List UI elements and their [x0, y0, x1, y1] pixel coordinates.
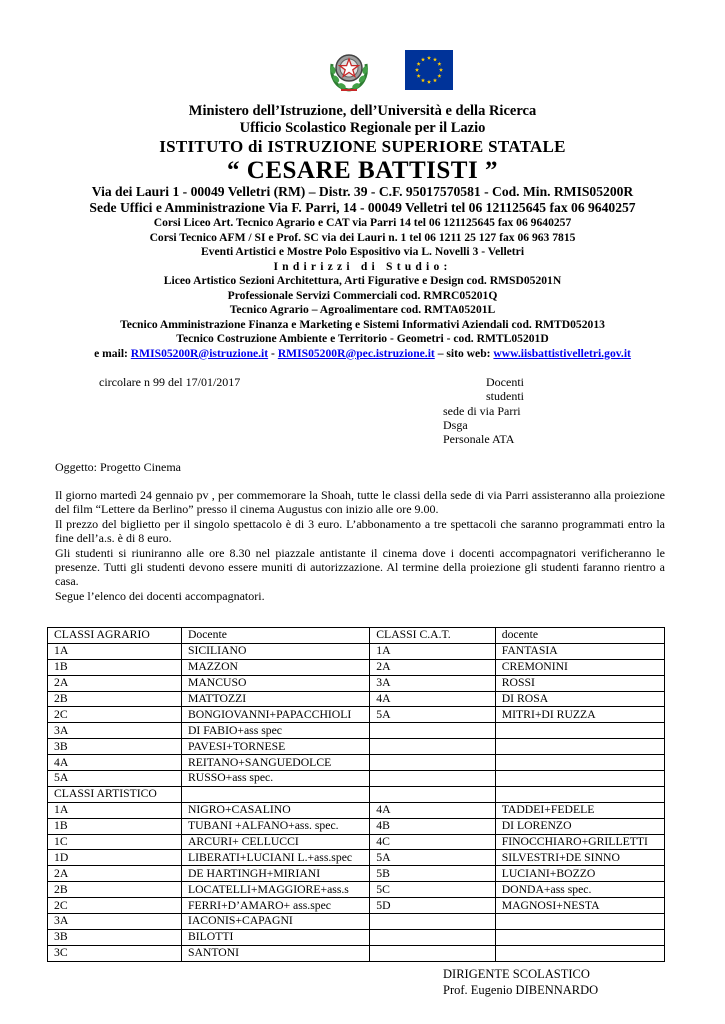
study-track: Liceo Artistico Sezioni Architettura, Arti Figurative e Design cod. RMSD05201N: [163, 274, 562, 287]
body-paragraph: Il prezzo del biglietto per il singolo spettacolo è di 3 euro. L’abbonamento a tre spettacoli che saranno programmati entro la fine dell’a.s. è di 8 euro.: [55, 516, 665, 546]
italian-republic-emblem-icon: [327, 46, 371, 94]
table-cell: CLASSI AGRARIO: [48, 628, 182, 644]
table-cell: DE HARTINGH+MIRIANI: [181, 866, 369, 882]
body-paragraph: Segue l’elenco dei docenti accompagnatori.: [55, 588, 265, 603]
table-cell: CLASSI C.A.T.: [370, 628, 495, 644]
table-cell: [370, 929, 495, 945]
study-track: Tecnico Agrario – Agroalimentare cod. RMTA05201L: [229, 303, 496, 316]
signature-title: DIRIGENTE SCOLASTICO: [443, 967, 590, 981]
contact-separator: -: [268, 346, 278, 360]
table-cell: 1C: [48, 834, 182, 850]
table-cell: [495, 945, 664, 961]
table-row: [48, 723, 665, 739]
table-cell: MANCUSO: [181, 675, 369, 691]
table-cell: 5C: [370, 882, 495, 898]
table-cell: 4A: [370, 691, 495, 707]
body-paragraph: Gli studenti si riuniranno alle ore 8.30 nel piazzale antistante il cinema dove i docenti accompagnatori verificheranno le presenze. Tutti gli studenti devono essere muniti di autorizzazione. Al termine della proiezione gli studenti faranno rientro a casa.: [55, 545, 665, 589]
website-link[interactable]: www.iisbattistivelletri.gov.it: [493, 346, 631, 360]
table-cell: 5A: [48, 771, 182, 787]
table-cell: [495, 723, 664, 739]
table-cell: MAZZON: [181, 659, 369, 675]
table-cell: Docente: [181, 628, 369, 644]
table-cell: RUSSO+ass spec.: [181, 771, 369, 787]
courses-line-2: Corsi Tecnico AFM / SI e Prof. SC via dei Lauri n. 1 tel 06 1211 25 127 fax 06 963 7815: [149, 230, 576, 244]
table-cell: 2A: [48, 675, 182, 691]
table-row: [48, 786, 665, 802]
recipient: studenti: [486, 389, 524, 404]
table-cell: 5B: [370, 866, 495, 882]
events-line: Eventi Artistici e Mostre Polo Espositivo via L. Novelli 3 - Velletri: [200, 245, 525, 258]
table-cell: [495, 755, 664, 771]
table-cell: docente: [495, 628, 664, 644]
letterhead: [40, 103, 685, 361]
table-row: [48, 929, 665, 945]
table-cell: PAVESI+TORNESE: [181, 739, 369, 755]
teachers-table-body: [48, 628, 665, 962]
signature-block: [443, 966, 598, 998]
table-cell: 2C: [48, 898, 182, 914]
table-cell: MATTOZZI: [181, 691, 369, 707]
table-cell: TADDEI+FEDELE: [495, 802, 664, 818]
table-cell: ARCURI+ CELLUCCI: [181, 834, 369, 850]
table-cell: [495, 929, 664, 945]
table-cell: TUBANI +ALFANO+ass. spec.: [181, 818, 369, 834]
website-label: – sito web:: [434, 346, 494, 360]
table-cell: SANTONI: [181, 945, 369, 961]
table-cell: [370, 723, 495, 739]
table-cell: FINOCCHIARO+GRILLETTI: [495, 834, 664, 850]
table-row: [48, 866, 665, 882]
teachers-table: [47, 627, 665, 962]
table-cell: 3A: [370, 675, 495, 691]
table-cell: 1D: [48, 850, 182, 866]
table-cell: 2A: [370, 659, 495, 675]
signature-name: Prof. Eugenio DIBENNARDO: [443, 983, 599, 997]
table-row: [48, 739, 665, 755]
table-cell: DI FABIO+ass spec: [181, 723, 369, 739]
header-logos: [0, 46, 725, 96]
table-row: [48, 691, 665, 707]
table-row: [48, 675, 665, 691]
email-link-istruzione[interactable]: RMIS05200R@istruzione.it: [130, 346, 269, 360]
table-cell: [495, 739, 664, 755]
table-cell: BONGIOVANNI+PAPACCHIOLI: [181, 707, 369, 723]
school-name: “ CESARE BATTISTI ”: [227, 157, 498, 184]
table-cell: CREMONINI: [495, 659, 664, 675]
table-cell: 3A: [48, 723, 182, 739]
table-cell: 2C: [48, 707, 182, 723]
body-paragraph: Il giorno martedì 24 gennaio pv , per commemorare la Shoah, tutte le classi della sede di via Parri assisteranno alla proiezione del film “Lettere da Berlino” presso il cinema Augustus con inizio alle ore 9.00.: [55, 488, 665, 517]
table-row: [48, 628, 665, 644]
table-cell: [370, 739, 495, 755]
table-cell: ROSSI: [495, 675, 664, 691]
recipient: Dsga: [443, 417, 468, 432]
table-cell: 5A: [370, 850, 495, 866]
indirizzi-heading: Indirizzi di Studio:: [273, 259, 452, 273]
table-row: [48, 945, 665, 961]
table-cell: 4A: [48, 755, 182, 771]
table-cell: FANTASIA: [495, 643, 664, 659]
table-cell: 2B: [48, 882, 182, 898]
table-cell: DI LORENZO: [495, 818, 664, 834]
table-cell: 3A: [48, 914, 182, 930]
study-track: Tecnico Costruzione Ambiente e Territorio - Geometri - cod. RMTL05201D: [176, 332, 549, 345]
recipient: sede di via Parri: [443, 403, 521, 418]
table-row: [48, 707, 665, 723]
table-cell: DI ROSA: [495, 691, 664, 707]
table-cell: 1B: [48, 818, 182, 834]
courses-line-1: Corsi Liceo Art. Tecnico Agrario e CAT via Parri 14 tel 06 121125645 fax 06 9640257: [153, 216, 572, 229]
table-cell: 1A: [48, 643, 182, 659]
table-cell: 2B: [48, 691, 182, 707]
table-row: [48, 850, 665, 866]
institute-type: ISTITUTO di ISTRUZIONE SUPERIORE STATALE: [159, 137, 566, 156]
table-row: [48, 834, 665, 850]
table-cell: 3B: [48, 929, 182, 945]
european-union-flag-icon: [405, 50, 453, 90]
letter-body: [55, 488, 665, 603]
table-cell: REITANO+SANGUEDOLCE: [181, 755, 369, 771]
table-cell: 1A: [370, 643, 495, 659]
administration-offices: Sede Uffici e Amministrazione Via F. Parri, 14 - 00049 Velletri tel 06 121125645 fax 06 9640257: [89, 200, 636, 215]
table-cell: BILOTTI: [181, 929, 369, 945]
table-cell: 1A: [48, 802, 182, 818]
table-row: [48, 898, 665, 914]
table-cell: [495, 914, 664, 930]
table-cell: LUCIANI+BOZZO: [495, 866, 664, 882]
table-cell: SILVESTRI+DE SINNO: [495, 850, 664, 866]
table-cell: 4A: [370, 802, 495, 818]
table-row: [48, 643, 665, 659]
table-row: [48, 914, 665, 930]
circular-number: circolare n 99 del 17/01/2017: [99, 375, 241, 389]
table-cell: CLASSI ARTISTICO: [48, 786, 182, 802]
table-cell: 3B: [48, 739, 182, 755]
table-cell: 5D: [370, 898, 495, 914]
table-cell: IACONIS+CAPAGNI: [181, 914, 369, 930]
table-cell: 5A: [370, 707, 495, 723]
email-label: e mail:: [94, 346, 131, 360]
table-cell: [370, 786, 495, 802]
table-row: [48, 755, 665, 771]
email-link-pec[interactable]: RMIS05200R@pec.istruzione.it: [277, 346, 435, 360]
table-cell: [181, 786, 369, 802]
table-cell: [495, 771, 664, 787]
table-cell: NIGRO+CASALINO: [181, 802, 369, 818]
table-cell: 2A: [48, 866, 182, 882]
table-cell: 1B: [48, 659, 182, 675]
table-cell: [370, 945, 495, 961]
recipient: Docenti: [486, 375, 524, 389]
recipients-block: [443, 375, 524, 446]
table-row: [48, 802, 665, 818]
table-cell: LOCATELLI+MAGGIORE+ass.s: [181, 882, 369, 898]
table-cell: MAGNOSI+NESTA: [495, 898, 664, 914]
regional-office: Ufficio Scolastico Regionale per il Lazio: [239, 120, 486, 136]
table-cell: 3C: [48, 945, 182, 961]
table-row: [48, 818, 665, 834]
ministry-name: Ministero dell’Istruzione, dell’Università e della Ricerca: [188, 103, 537, 119]
contact-line: [40, 347, 685, 362]
study-track: Tecnico Amministrazione Finanza e Marketing e Sistemi Informativi Aziendali cod. RMTD052013: [120, 317, 605, 331]
table-cell: [370, 755, 495, 771]
table-cell: DONDA+ass spec.: [495, 882, 664, 898]
table-cell: [495, 786, 664, 802]
subject-line: Oggetto: Progetto Cinema: [55, 460, 181, 474]
school-address: Via dei Lauri 1 - 00049 Velletri (RM) – Distr. 39 - C.F. 95017570581 - Cod. Min. RMIS05200R: [91, 184, 634, 199]
table-cell: SICILIANO: [181, 643, 369, 659]
table-row: [48, 882, 665, 898]
table-row: [48, 659, 665, 675]
recipient: Personale ATA: [443, 432, 515, 447]
table-cell: LIBERATI+LUCIANI L.+ass.spec: [181, 850, 369, 866]
table-cell: MITRI+DI RUZZA: [495, 707, 664, 723]
table-cell: 4B: [370, 818, 495, 834]
study-track: Professionale Servizi Commerciali cod. RMRC05201Q: [227, 288, 498, 302]
table-row: [48, 771, 665, 787]
table-cell: FERRI+D’AMARO+ ass.spec: [181, 898, 369, 914]
table-cell: [370, 771, 495, 787]
table-cell: 4C: [370, 834, 495, 850]
table-cell: [370, 914, 495, 930]
